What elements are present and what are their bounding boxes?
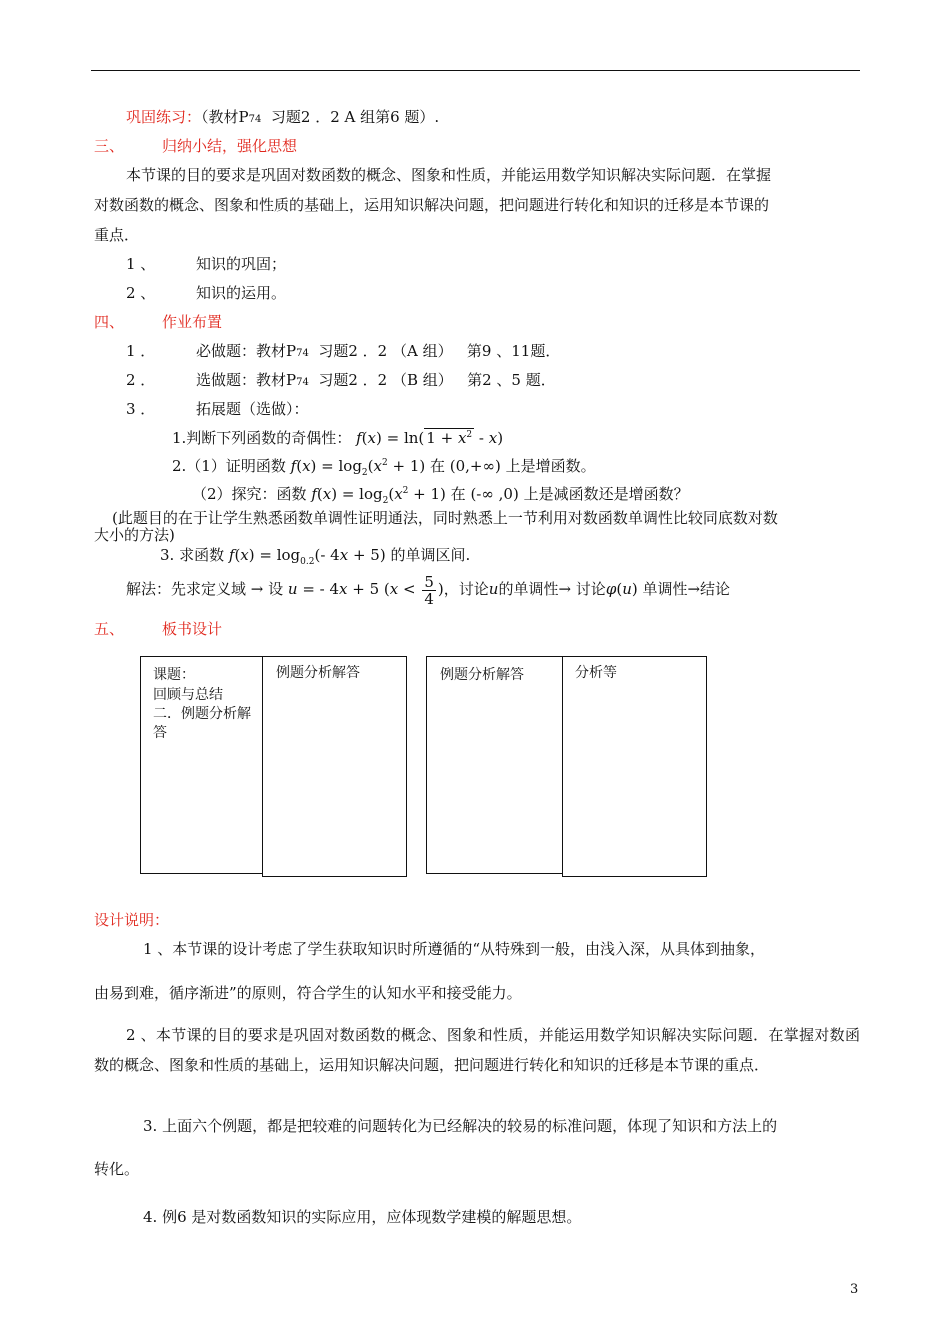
design-label: 设计说明： xyxy=(94,911,170,929)
board-box-4-text: 分析等 xyxy=(575,665,617,681)
homework-2 xyxy=(196,371,556,390)
design-p3-line1: 3. 上面六个例题，都是把较难的问题转化为已经解决的较易的标准问题，体现了知识和方法上的 xyxy=(143,1117,778,1135)
homework-2-c: 第2 、5 题． xyxy=(467,371,556,389)
question-1-formula: f xyxy=(356,429,362,447)
section5-num: 五、 xyxy=(94,620,125,638)
question-3-text: 3. 求函数 xyxy=(160,546,225,564)
question-1: 1.判断下列函数的奇偶性： f(x) = ln( $1 + x^2 - x$) xyxy=(172,429,504,447)
method-mid: ，讨论 xyxy=(443,580,489,598)
homework-1-a: 必做题：教材P xyxy=(196,342,297,360)
summary-line3: 重点． xyxy=(94,226,140,244)
method-text: 解法：先求定义域 → 设 xyxy=(126,580,284,598)
design-p1-line2: 由易到难，循序渐进”的原则，符合学生的认知水平和接受能力。 xyxy=(94,984,522,1002)
question-3: 3. 求函数 $f(x) = \log_{0.2}(-$ 4x + 5) 的单调区间. xyxy=(160,546,471,567)
note-line1: (此题目的在于让学生熟悉函数单调性证明通法，同时熟悉上一节利用对数函数单调性比较同底数对数 xyxy=(112,509,778,527)
board-box-3-text: 例题分析解答 xyxy=(440,667,524,683)
question-2-tail: 上是增函数。 xyxy=(505,457,596,475)
summary-item1: 知识的巩固； xyxy=(196,255,287,273)
board-box-4 xyxy=(562,656,707,877)
section4-title: 作业布置 xyxy=(162,313,223,331)
question-2-text: 2.（1）证明函数 xyxy=(172,457,286,475)
board-box-2 xyxy=(262,656,407,877)
section5-title: 板书设计 xyxy=(162,620,223,638)
question-2: 2.（1）证明函数 $f(x) = \log_2(x^2 + 1)$ 在 (0,+∞) 上是增函数。 xyxy=(172,457,596,478)
page-number: 3 xyxy=(850,1282,859,1297)
summary-line1: 本节课的目的要求是巩固对数函数的概念、图象和性质，并能运用数学知识解决实际问题．在掌握 xyxy=(126,166,772,184)
summary-item1-num: 1 、 xyxy=(126,255,156,273)
practice-text: （教材P xyxy=(201,108,249,126)
homework-3: 拓展题（选做）： xyxy=(196,400,309,418)
header-rule xyxy=(91,70,860,71)
question-2b: （2）探究：函数 $f(x) = \log_2(x^2 + 1)$ 在 (-∞ ,0) 上是减函数还是增函数？ xyxy=(192,485,689,506)
design-p4: 4. 例6 是对数函数知识的实际应用，应体现数学建模的解题思想。 xyxy=(143,1208,582,1226)
practice-rest: 习题2 ．2 A 组第6 题）. xyxy=(270,108,440,126)
summary-item2-num: 2 、 xyxy=(126,284,156,302)
board-box-1-line1: 课题： xyxy=(153,667,195,683)
homework-2-a: 选做题：教材P xyxy=(196,371,297,389)
homework-3-num: 3 ． xyxy=(126,400,156,418)
homework-1-sub: 74 xyxy=(296,348,309,359)
practice-line xyxy=(126,108,439,127)
practice-sub: 74 xyxy=(248,114,262,125)
homework-1-num: 1 ． xyxy=(126,342,156,360)
note-line2: 大小的方法) xyxy=(94,526,175,544)
method-line: 解法：先求定义域 → 设 u = - 4x + 5 (x < $\frac{5}{4}$ )，讨论u的单调性→ 讨论φ(u) 单调性→结论 xyxy=(126,572,731,608)
board-box-1-line3: 二．例题分析解 xyxy=(153,706,251,722)
board-box-3 xyxy=(426,656,563,874)
board-box-1 xyxy=(140,656,263,874)
section3-num: 三、 xyxy=(94,137,125,155)
question-1-text: 1.判断下列函数的奇偶性： xyxy=(172,429,352,447)
method-tail: 单调性→结论 xyxy=(642,580,731,598)
question-3-tail: 的单调区间. xyxy=(390,546,471,564)
summary-item2: 知识的运用。 xyxy=(196,284,287,302)
practice-label: 巩固练习： xyxy=(126,108,202,126)
summary-line2: 对数函数的概念、图象和性质的基础上，运用知识解决问题，把问题进行转化和知识的迁移是本节课的 xyxy=(94,196,770,214)
board-box-2-text: 例题分析解答 xyxy=(276,665,360,681)
homework-1 xyxy=(196,342,560,361)
homework-1-c: 第9 、11题． xyxy=(466,342,561,360)
method-mid2: 的单调性→ 讨论 xyxy=(498,580,606,598)
board-box-1-line4: 答 xyxy=(153,725,167,741)
design-p2: 2 、本节课的目的要求是巩固对数函数的概念、图象和性质，并能运用数学知识解决实际问题．在掌握对数函数的概念、图象和性质的基础上，运用知识解决问题，把问题进行转化和知识的迁移是本节课的重点． xyxy=(94,1026,860,1074)
board-box-1-line2: 回顾与总结 xyxy=(153,687,223,703)
question-2b-tail: 上是减函数还是增函数？ xyxy=(523,485,689,503)
homework-1-b: 习题2 ．2 （A 组） xyxy=(318,342,453,360)
section4-num: 四、 xyxy=(94,313,125,331)
homework-2-sub: 74 xyxy=(296,377,309,388)
design-p3-line2: 转化。 xyxy=(94,1160,140,1178)
section3-title: 归纳小结，强化思想 xyxy=(162,137,298,155)
question-2b-text: （2）探究：函数 xyxy=(192,485,307,503)
homework-2-b: 习题2 ．2 （B 组） xyxy=(318,371,453,389)
homework-2-num: 2 ． xyxy=(126,371,156,389)
design-p1-line1: 1 、本节课的设计考虑了学生获取知识时所遵循的“从特殊到一般，由浅入深，从具体到抽象， xyxy=(143,940,765,958)
